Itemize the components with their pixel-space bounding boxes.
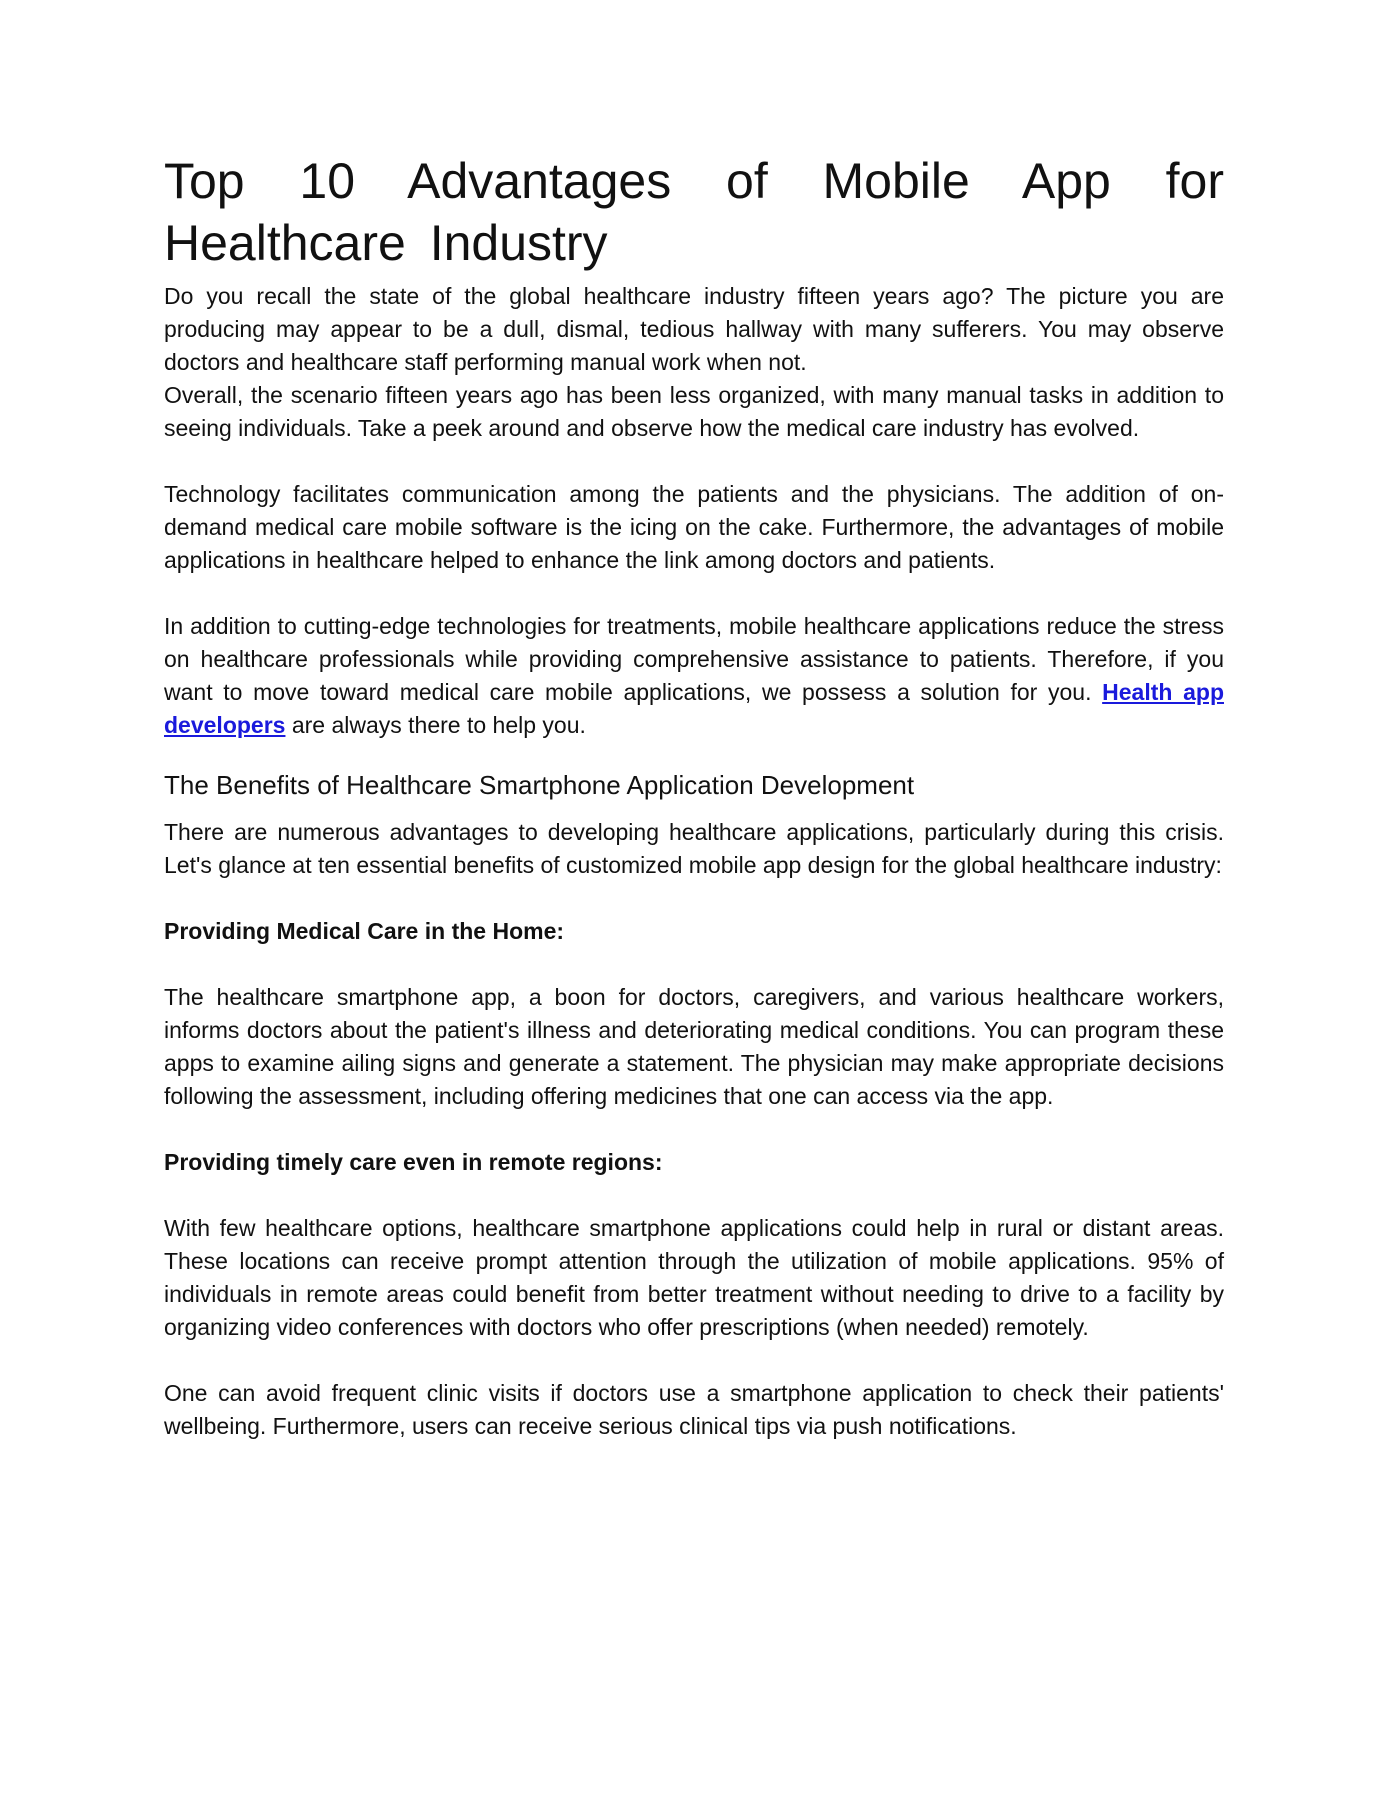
benefits-section-intro: There are numerous advantages to developing healthcare applications, particularly during this crisis. Let's glance at ten essential benefits of customized mobile app design for the global healthcare industry:: [164, 819, 1224, 878]
benefit-paragraph-remote-care-1: With few healthcare options, healthcare smartphone applications could help in rural or distant areas. These locations can receive prompt attention through the utilization of mobile applications. 95% of individuals in remote areas could benefit from better treatment without needing to drive to a facility by organizing video conferences with doctors who offer prescriptions (when needed) remotely.: [164, 1215, 1224, 1340]
benefits-section-heading: The Benefits of Healthcare Smartphone Application Development: [164, 770, 915, 800]
intro-paragraph-3: Technology facilitates communication among the patients and the physicians. The addition of on-demand medical care mobile software is the icing on the cake. Furthermore, the advantages of mobile applications in healthcare helped to enhance the link among doctors and patients.: [164, 481, 1224, 573]
page-title: Top 10 Advantages of Mobile App for Healthcare Industry: [164, 153, 1224, 271]
intro-paragraph-2: Overall, the scenario fifteen years ago has been less organized, with many manual tasks in addition to seeing individuals. Take a peek around and observe how the medical care industry has evolved.: [164, 382, 1224, 441]
benefit-heading-remote-care: Providing timely care even in remote regions:: [164, 1149, 663, 1175]
intro-paragraph-4: [164, 610, 1224, 742]
benefit-heading-home-care: Providing Medical Care in the Home:: [164, 918, 565, 944]
spacer: [164, 1179, 1224, 1212]
intro-paragraph-4-text: In addition to cutting-edge technologies for treatments, mobile healthcare applications reduce the stress on healthcare professionals while providing comprehensive assistance to patients. Therefore, if you want to move toward medical care mobile applications, we possess a solution for you.: [164, 613, 1224, 705]
spacer: [164, 882, 1224, 915]
spacer: [164, 445, 1224, 478]
spacer: [164, 577, 1224, 610]
benefit-paragraph-remote-care-2: One can avoid frequent clinic visits if doctors use a smartphone application to check their patients' wellbeing. Furthermore, users can receive serious clinical tips via push notifications.: [164, 1380, 1224, 1439]
intro-paragraph-1: Do you recall the state of the global healthcare industry fifteen years ago? The picture you are producing may appear to be a dull, dismal, tedious hallway with many sufferers. You may observe doctors and healthcare staff performing manual work when not.: [164, 283, 1224, 375]
spacer: [164, 742, 1224, 768]
spacer: [164, 1113, 1224, 1146]
document-page: [164, 150, 1224, 1443]
spacer: [164, 948, 1224, 981]
benefit-paragraph-home-care: The healthcare smartphone app, a boon for doctors, caregivers, and various healthcare workers, informs doctors about the patient's illness and deteriorating medical conditions. You can program these apps to examine ailing signs and generate a statement. The physician may make appropriate decisions following the assessment, including offering medicines that one can access via the app.: [164, 984, 1224, 1109]
health-app-developers-link[interactable]: Health app developers: [164, 679, 1224, 738]
spacer: [164, 1344, 1224, 1377]
intro-paragraph-4-tail: are always there to help you.: [285, 712, 586, 738]
